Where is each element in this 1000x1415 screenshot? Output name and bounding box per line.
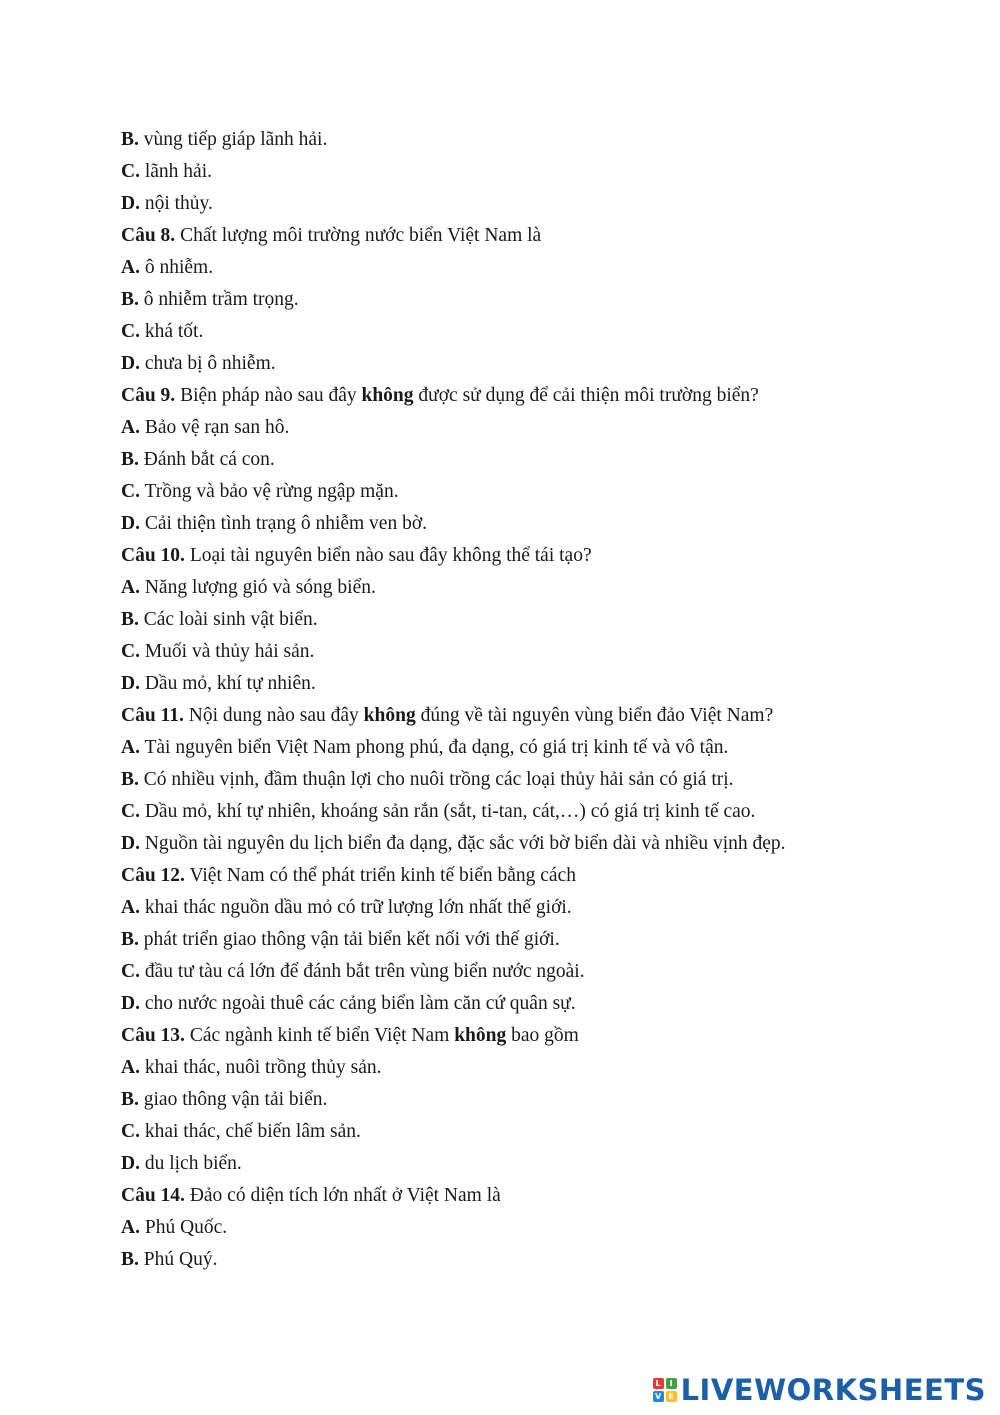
- question-text: Chất lượng môi trường nước biển Việt Nam là: [175, 225, 542, 246]
- question-number: Câu 13.: [121, 1025, 185, 1046]
- emphasis-keyword: không: [363, 705, 416, 726]
- option-letter: D.: [121, 353, 140, 374]
- question-number: Câu 12.: [121, 865, 185, 886]
- question-line: [121, 700, 981, 732]
- option-text: Năng lượng gió và sóng biển.: [139, 577, 376, 598]
- option-letter: C.: [121, 321, 140, 342]
- question-text: Các ngành kinh tế biển Việt Nam: [184, 1025, 455, 1046]
- option-letter: C.: [121, 801, 140, 822]
- answer-option: [121, 284, 981, 316]
- option-letter: B.: [121, 929, 139, 950]
- answer-option: [121, 476, 981, 508]
- answer-option: [121, 1244, 981, 1276]
- option-letter: A.: [121, 897, 140, 918]
- question-text: Đảo có diện tích lớn nhất ở Việt Nam là: [184, 1185, 501, 1206]
- option-text: vùng tiếp giáp lãnh hải.: [138, 129, 328, 150]
- option-letter: C.: [121, 161, 140, 182]
- option-text: Đánh bắt cá con.: [138, 449, 275, 470]
- option-letter: D.: [121, 833, 140, 854]
- question-line: [121, 220, 981, 252]
- option-text: khai thác, chế biến lâm sản.: [139, 1121, 361, 1142]
- option-text: Cải thiện tình trạng ô nhiễm ven bờ.: [139, 513, 428, 534]
- option-text: cho nước ngoài thuê các cảng biển làm căn cứ quân sự.: [139, 993, 576, 1014]
- question-text-end: bao gồm: [506, 1025, 579, 1046]
- question-line: [121, 1180, 981, 1212]
- option-letter: C.: [121, 1121, 140, 1142]
- option-letter: D.: [121, 1153, 140, 1174]
- question-line: [121, 1020, 981, 1052]
- question-line: [121, 380, 981, 412]
- option-letter: B.: [121, 609, 139, 630]
- option-text: Phú Quốc.: [139, 1217, 228, 1238]
- answer-option: [121, 1116, 981, 1148]
- option-letter: B.: [121, 289, 139, 310]
- option-text: Có nhiều vịnh, đầm thuận lợi cho nuôi trồng các loại thủy hải sản có giá trị.: [138, 769, 734, 790]
- question-number: Câu 11.: [121, 705, 184, 726]
- question-text: Việt Nam có thể phát triển kinh tế biển bằng cách: [184, 865, 576, 886]
- option-text: chưa bị ô nhiễm.: [139, 353, 276, 374]
- brand-name: LIVEWORKSHEETS: [680, 1373, 986, 1407]
- option-text: nội thủy.: [139, 193, 213, 214]
- answer-option: [121, 796, 981, 828]
- option-text: Trồng và bảo vệ rừng ngập mặn.: [139, 481, 399, 502]
- option-text: Dầu mỏ, khí tự nhiên, khoáng sản rắn (sắt, ti-tan, cát,…) có giá trị kinh tế cao.: [139, 801, 756, 822]
- emphasis-keyword: không: [361, 385, 414, 406]
- question-line: [121, 540, 981, 572]
- option-text: Bảo vệ rạn san hô.: [139, 417, 290, 438]
- option-letter: D.: [121, 993, 140, 1014]
- option-text: khai thác nguồn dầu mỏ có trữ lượng lớn nhất thế giới.: [139, 897, 572, 918]
- option-text: ô nhiễm trầm trọng.: [138, 289, 299, 310]
- answer-option: [121, 668, 981, 700]
- logo-tile-l: L: [653, 1378, 664, 1389]
- answer-option: [121, 316, 981, 348]
- question-text-end: được sử dụng để cải thiện môi trường biển?: [413, 385, 759, 406]
- answer-option: [121, 892, 981, 924]
- option-letter: D.: [121, 513, 140, 534]
- answer-option: [121, 1052, 981, 1084]
- option-letter: A.: [121, 1057, 140, 1078]
- option-letter: C.: [121, 641, 140, 662]
- option-letter: A.: [121, 737, 140, 758]
- option-text: đầu tư tàu cá lớn để đánh bắt trên vùng biển nước ngoài.: [139, 961, 585, 982]
- logo-tile-e: E: [666, 1391, 677, 1402]
- worksheet-content: [121, 124, 981, 1276]
- option-text: ô nhiễm.: [139, 257, 214, 278]
- option-text: Tài nguyên biển Việt Nam phong phú, đa dạng, có giá trị kinh tế và vô tận.: [139, 737, 729, 758]
- answer-option: [121, 156, 981, 188]
- question-line: [121, 860, 981, 892]
- question-text: Biện pháp nào sau đây: [175, 385, 362, 406]
- option-letter: A.: [121, 577, 140, 598]
- option-letter: C.: [121, 481, 140, 502]
- emphasis-keyword: không: [454, 1025, 507, 1046]
- answer-option: [121, 956, 981, 988]
- answer-option: [121, 252, 981, 284]
- answer-option: [121, 188, 981, 220]
- answer-option: [121, 508, 981, 540]
- liveworksheets-logo: [653, 1373, 986, 1407]
- option-letter: D.: [121, 193, 140, 214]
- answer-option: [121, 636, 981, 668]
- option-letter: B.: [121, 129, 139, 150]
- question-number: Câu 14.: [121, 1185, 185, 1206]
- answer-option: [121, 1212, 981, 1244]
- answer-option: [121, 924, 981, 956]
- option-text: du lịch biển.: [139, 1153, 242, 1174]
- logo-grid-icon: [653, 1378, 677, 1402]
- answer-option: [121, 732, 981, 764]
- option-text: khai thác, nuôi trồng thủy sản.: [139, 1057, 382, 1078]
- question-text: Nội dung nào sau đây: [183, 705, 364, 726]
- answer-option: [121, 1084, 981, 1116]
- option-letter: A.: [121, 417, 140, 438]
- option-letter: B.: [121, 769, 139, 790]
- question-text-end: đúng về tài nguyên vùng biển đảo Việt Nam?: [415, 705, 774, 726]
- answer-option: [121, 444, 981, 476]
- answer-option: [121, 348, 981, 380]
- option-letter: D.: [121, 673, 140, 694]
- answer-option: [121, 604, 981, 636]
- question-number: Câu 8.: [121, 225, 176, 246]
- logo-tile-i: I: [666, 1378, 677, 1389]
- option-letter: B.: [121, 1249, 139, 1270]
- option-text: Muối và thủy hải sản.: [139, 641, 315, 662]
- option-text: Phú Quý.: [138, 1249, 218, 1270]
- answer-option: [121, 124, 981, 156]
- option-text: phát triển giao thông vận tải biển kết nối với thế giới.: [138, 929, 560, 950]
- option-text: Các loài sinh vật biển.: [138, 609, 318, 630]
- answer-option: [121, 764, 981, 796]
- answer-option: [121, 828, 981, 860]
- option-text: giao thông vận tải biển.: [138, 1089, 328, 1110]
- answer-option: [121, 572, 981, 604]
- option-text: Nguồn tài nguyên du lịch biển đa dạng, đặc sắc với bờ biển dài và nhiều vịnh đẹp.: [139, 833, 786, 854]
- question-text: Loại tài nguyên biển nào sau đây không thể tái tạo?: [184, 545, 592, 566]
- option-text: khá tốt.: [139, 321, 204, 342]
- option-letter: B.: [121, 1089, 139, 1110]
- option-letter: C.: [121, 961, 140, 982]
- option-letter: B.: [121, 449, 139, 470]
- answer-option: [121, 1148, 981, 1180]
- answer-option: [121, 988, 981, 1020]
- question-number: Câu 9.: [121, 385, 176, 406]
- option-letter: A.: [121, 257, 140, 278]
- question-number: Câu 10.: [121, 545, 185, 566]
- logo-tile-v: V: [653, 1391, 664, 1402]
- option-text: Dầu mỏ, khí tự nhiên.: [139, 673, 316, 694]
- option-text: lãnh hải.: [139, 161, 212, 182]
- option-letter: A.: [121, 1217, 140, 1238]
- answer-option: [121, 412, 981, 444]
